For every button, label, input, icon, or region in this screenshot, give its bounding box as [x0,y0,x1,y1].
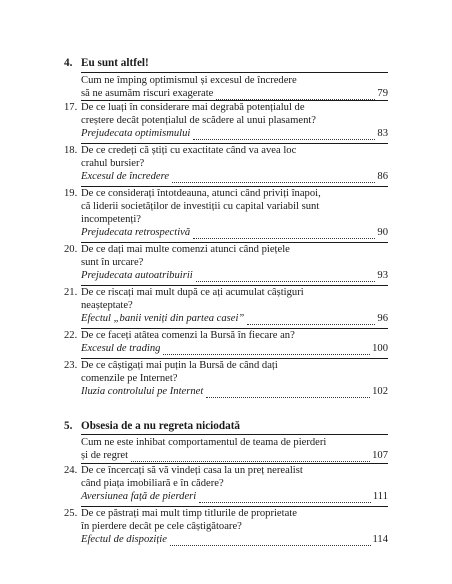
page-number: 90 [377,227,388,238]
entry-number: 18. [64,145,78,156]
chapter-intro [81,74,388,100]
intro-line: Cum ne împing optimismul și excesul de încredere [81,75,297,86]
toc-entry [64,329,388,355]
bias-name: Iluzia controlului pe Internet [81,386,204,397]
dot-leader [216,89,375,100]
question-line: De ce încercați să vă vindeți casa la un preț nerealist [81,465,303,476]
chapter-title: Eu sunt altfel! [81,57,149,69]
entry-number: 20. [64,244,78,255]
toc-entry [64,144,388,183]
dot-leader [193,129,375,140]
toc-entry [64,286,388,325]
bias-name: Excesul de trading [81,343,161,354]
question-line: De ce câștigați mai puțin la Bursă de când dați [81,360,278,371]
intro-leader-line [81,87,388,100]
dot-leader [131,451,370,462]
bias-name: Efectul „banii veniți din partea casei” [81,313,245,324]
chapter-number: 5. [64,420,73,432]
page-number: 79 [377,88,388,99]
question-line: comenzile pe Internet? [81,373,178,384]
answer-line [81,226,388,239]
page-number: 93 [377,270,388,281]
question-line: De ce riscați mai mult după ce ați acumulat câștiguri [81,287,304,298]
page-number: 83 [377,128,388,139]
toc-entry [64,507,388,546]
chapter-number: 4. [64,57,73,69]
entry-number: 19. [64,188,78,199]
dot-leader [199,492,371,503]
page-number: 86 [377,171,388,182]
page-number: 111 [372,491,388,502]
intro-line: Cum ne este inhibat comportamentul de teama de pierderi [81,437,327,448]
bias-name: Excesul de încredere [81,171,170,182]
dot-leader [163,344,370,355]
chapter-title: Obsesia de a nu regreta niciodată [81,420,241,432]
question-line: De ce considerați întotdeauna, atunci când priviți înapoi, [81,188,321,199]
question-line: neașteptate? [81,300,133,311]
entry-number: 25. [64,508,78,519]
page-number: 96 [377,313,388,324]
dot-leader [247,314,375,325]
dot-leader [172,172,375,183]
entry-number: 24. [64,465,78,476]
answer-line [81,127,388,140]
question-line: De ce păstrați mai mult timp titlurile de proprietate [81,508,297,519]
question-line: în pierdere decât pe cele câștigătoare? [81,521,242,532]
answer-line [81,269,388,282]
answer-line [81,533,388,546]
toc-entry [64,187,388,239]
question-line: De ce credeți că știți cu exactitate când va avea loc [81,145,297,156]
answer-line [81,312,388,325]
page-number: 114 [372,534,388,545]
bias-name: Prejudecata autoatribuirii [81,270,193,281]
chapter-intro [81,436,388,462]
toc-entry [64,464,388,503]
toc-entry [64,101,388,140]
chapter-heading [64,420,240,433]
dot-leader [193,228,375,239]
question-line: când piața imobiliară e în cădere? [81,478,224,489]
chapter-heading [64,57,149,70]
intro-leader-line [81,449,388,462]
chapter-rule [81,434,388,435]
question-line: De ce dați mai multe comenzi atunci când piețele [81,244,290,255]
bias-name: Prejudecata optimismului [81,128,191,139]
intro-line: să ne asumăm riscuri exagerate [81,88,214,99]
question-line: că liderii societăților de investiții cu capital variabil sunt [81,201,320,212]
intro-line: și de regret [81,450,129,461]
dot-leader [206,387,370,398]
chapter-rule [81,72,388,73]
page-number: 100 [372,343,388,354]
question-line: incompetenți? [81,214,142,225]
toc-entry [64,359,388,398]
question-line: De ce faceți atâtea comenzi la Bursă în fiecare an? [81,330,295,341]
question-line: De ce luați în considerare mai degrabă potențialul de [81,102,305,113]
toc-entry [64,243,388,282]
entry-number: 17. [64,102,78,113]
bias-name: Prejudecata retrospectivă [81,227,191,238]
answer-line [81,490,388,503]
page-number: 107 [372,450,388,461]
dot-leader [170,535,371,546]
entry-number: 22. [64,330,78,341]
answer-line [81,342,388,355]
question-line: sunt în urcare? [81,257,144,268]
answer-line [81,170,388,183]
page-number: 102 [372,386,388,397]
question-line: creștere decât potențialul de scădere al unui plasament? [81,115,317,126]
bias-name: Aversiunea față de pierderi [81,491,197,502]
entry-number: 23. [64,360,78,371]
answer-line [81,385,388,398]
dot-leader [196,271,376,282]
bias-name: Efectul de dispoziție [81,534,167,545]
entry-number: 21. [64,287,78,298]
question-line: crahul bursier? [81,158,145,169]
